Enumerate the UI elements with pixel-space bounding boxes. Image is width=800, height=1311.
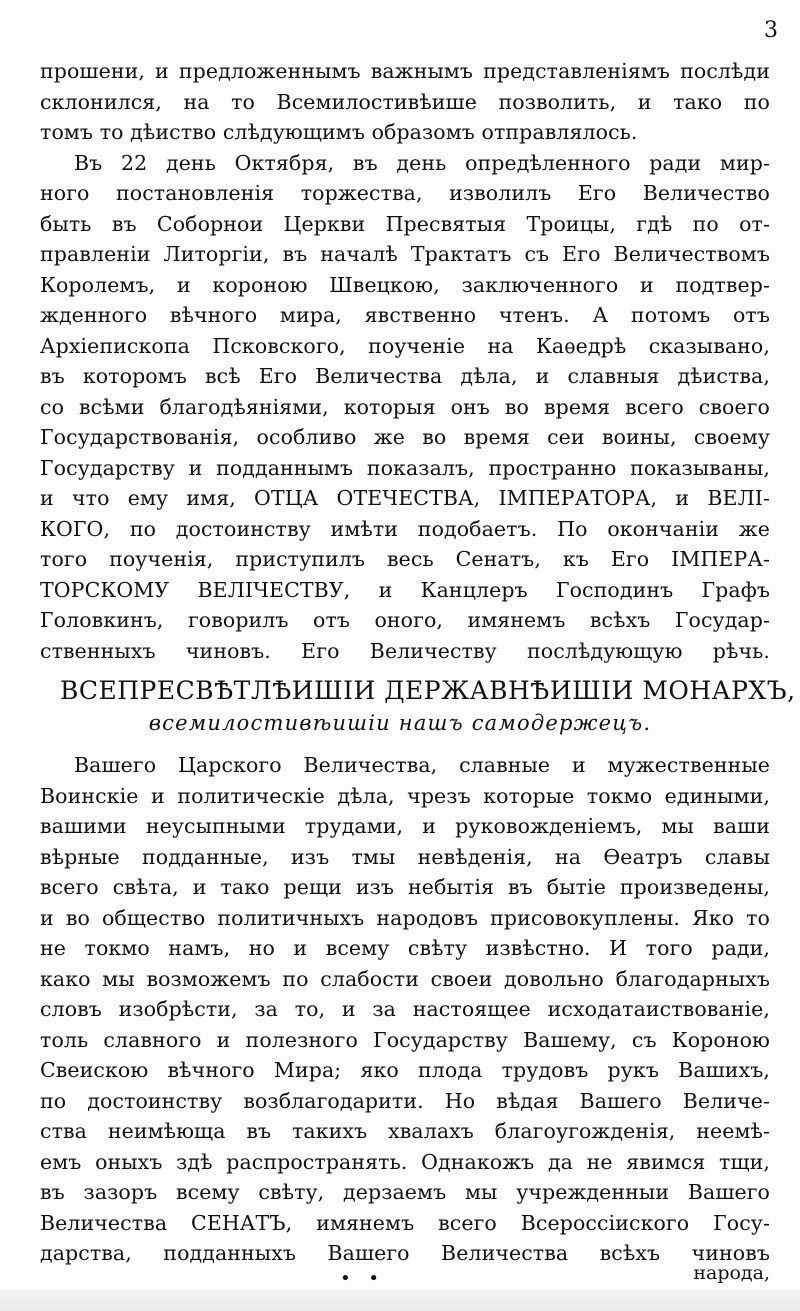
text-line: како мы возможемъ по слабости своеи довольно благодарныхъ: [40, 966, 770, 991]
text-line: ТОРСКОМУ ВЕЛIЧЕСТВУ, и Канцлеръ Господинъ Графъ: [40, 577, 770, 602]
text-line: Архiепископа Псковского, поученiе на Каѳедрѣ сказывано,: [40, 333, 770, 358]
text-line: по достоинству возблагодарити. Но вѣдая Вашего Величе-: [40, 1088, 770, 1113]
text-line: въ которомъ всѣ Его Величества дѣла, и славныя дѣиства,: [40, 364, 770, 388]
text-line: емъ оныхъ здѣ распространять. Однакожъ да не явимся тщи,: [40, 1149, 770, 1174]
text-line: Королемъ, и короною Швецкою, заключенного и подтвер-: [40, 272, 770, 297]
text-line: Въ 22 день Октября, въ день опредѣленного ради мир-: [74, 150, 770, 175]
speech-heading: ВСЕПРЕСВѢТЛѢИШIИ ДЕРЖАВНѢИШIИ МОНАРХЪ,: [60, 676, 796, 705]
text-line: правленiи Литоргiи, въ началѣ Трактатъ съ Его Величествомъ: [40, 242, 770, 266]
catchword: народа,: [693, 1262, 770, 1284]
text-line: томъ то дѣиство слѣдующимъ образомъ отправлялось.: [40, 120, 638, 144]
text-line: того поученiя, приступилъ весь Сенатъ, къ Его IМПЕРА-: [40, 547, 770, 571]
text-line: ного постановленiя торжества, изволилъ Его Величество: [40, 181, 770, 205]
text-line: КОГО, по достоинству имѣти подобаетъ. По окончанiи же: [40, 516, 770, 541]
body-text-block: [40, 56, 770, 666]
text-line: склонился, на то Всемилостивѣише позволить, и тако по: [40, 89, 770, 114]
signature-mark: • •: [340, 1268, 385, 1289]
text-line: въ зазоръ всему свѣту, дерзаемъ мы учрежденныи Вашего: [40, 1180, 770, 1204]
text-line: вѣрные подданные, изъ тмы невѣденiя, на Ѳеатръ славы: [40, 844, 770, 869]
text-line: и что ему имя, ОТЦА ОТЕЧЕСТВА, IМПЕРАТОРА, и ВЕЛI-: [40, 486, 770, 510]
text-line: словъ изобрѣсти, за то, и за настоящее исходатаиствованiе,: [40, 997, 770, 1021]
text-line: Величества СЕНАТЪ, имянемъ всего Всероссiиского Госу-: [40, 1210, 770, 1235]
text-line: быть въ Соборнои Церкви Пресвятыя Троицы, гдѣ по от-: [40, 211, 770, 236]
text-line: всего свѣта, и тако рещи изъ небытiя въ бытiе произведены,: [40, 875, 770, 899]
text-line: Государствованiя, особливо же во время сеи воины, своему: [40, 425, 770, 449]
text-line: Государству и подданнымъ показалъ, пространно показываны,: [40, 455, 770, 480]
text-line: Головкинъ, говорилъ отъ оного, имянемъ всѣхъ Государ-: [40, 608, 770, 632]
text-line: толь славного и полезного Государству Вашему, съ Короною: [40, 1027, 770, 1052]
text-line: дарства, подданныхъ Вашего Величества всѣхъ чиновъ: [40, 1241, 770, 1265]
text-line: ства неимѣюща въ такихъ хвалахъ благоугожденiя, неемѣ-: [40, 1119, 770, 1143]
text-line: со всѣми благодѣянiями, которыя онъ во время всего своего: [40, 394, 770, 419]
text-line: Вашего Царского Величества, славные и мужественные: [74, 753, 770, 777]
text-line: не токмо намъ, но и всему свѣту извѣстно. И того ради,: [40, 936, 770, 960]
text-line: Воинскiе и политическiе дѣла, чрезъ которые токмо едиными,: [40, 783, 770, 808]
text-line: прошени, и предложеннымъ важнымъ представленiямъ послѣди: [40, 59, 770, 83]
text-line: жденного вѣчного мира, явственно чтенъ. А потомъ отъ: [40, 303, 770, 327]
text-line: и во общество политичныхъ народовъ присовокуплены. Яко то: [40, 905, 770, 930]
speech-text-block: [40, 750, 770, 1269]
text-line: ственныхъ чиновъ. Его Величеству послѣдующую рѣчь.: [40, 638, 770, 663]
page-edge: [0, 1290, 800, 1311]
text-line: Свеискою вѣчного Мира; яко плода трудовъ рукъ Вашихъ,: [40, 1058, 770, 1082]
speech-subheading: всемилостивѣишiи нашъ самодержецъ.: [148, 711, 652, 735]
text-line: вашими неусыпными трудами, и руковожденiемъ, мы ваши: [40, 814, 770, 838]
page-number: 3: [764, 18, 778, 43]
